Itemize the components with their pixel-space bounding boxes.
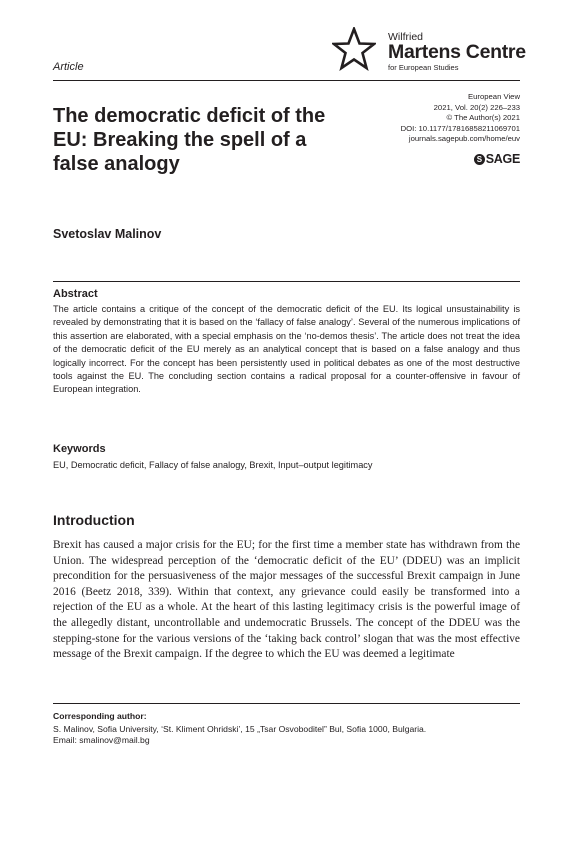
logo-line-martens-centre: Martens Centre	[388, 41, 526, 63]
keywords-text: EU, Democratic deficit, Fallacy of false analogy, Brexit, Input–output legitimacy	[53, 460, 373, 470]
journal-volume: 2021, Vol. 20(2) 226–233	[433, 102, 520, 112]
header-divider	[53, 80, 520, 81]
footnote-divider	[53, 703, 520, 704]
abstract-divider	[53, 281, 520, 282]
logo-line-european-studies: for European Studies	[388, 63, 459, 72]
publisher-name: SAGE	[485, 152, 520, 166]
journal-name: European View	[468, 92, 520, 101]
journal-url[interactable]: journals.sagepub.com/home/euv	[408, 134, 520, 144]
copyright-line: © The Author(s) 2021	[446, 113, 520, 123]
introduction-text: Brexit has caused a major crisis for the EU; for the first time a member state has withdrawn from the Union. The widespread perception of the ‘democratic deficit of the EU’ (DDEU) was an implicit precondition for the persuasiveness of the major messages of the successful Brexit campaign in June 2016 (Beetz 2018, 339). Within that context, any grievance could easily be transformed into a rejection of the EU as a whole. At the heart of this lasting legitimacy crisis is the powerful image of the allegedly distant, uncontrollable and undemocratic Brussels. The concept of the DDEU was the stepping-stone for the various versions of the ‘taking back control’ slogan that was the most effective message of the Brexit campaign. If the degree to which the EU was deemed a legitimate	[53, 539, 520, 661]
martens-star-icon	[332, 27, 376, 71]
corresponding-author-heading: Corresponding author:	[53, 711, 147, 721]
article-type-label: Article	[53, 61, 84, 73]
abstract-heading: Abstract	[53, 288, 98, 300]
corresponding-author-address: S. Malinov, Sofia University, ‘St. Kliment Ohridski’, 15 „Tsar Osvoboditel” Bul, Sofia 1000, Bulgaria.	[53, 724, 427, 734]
doi-line: DOI: 10.1177/17816858211069701	[400, 123, 520, 133]
logo-line-wilfried: Wilfried	[388, 31, 424, 43]
journal-meta	[401, 92, 520, 145]
article-title: The democratic deficit of the EU: Breaking the spell of a false analogy	[53, 105, 326, 175]
sage-logo-icon: S	[474, 154, 485, 165]
keywords-heading: Keywords	[53, 443, 106, 455]
author-name: Svetoslav Malinov	[53, 227, 162, 241]
introduction-heading: Introduction	[53, 512, 135, 528]
corresponding-author-email[interactable]: Email: smalinov@mail.bg	[53, 735, 150, 745]
publisher-logo	[474, 152, 520, 166]
abstract-text: The article contains a critique of the concept of the democratic deficit of the EU. Its logical unsustainability is revealed by demonstrating that it is based on the ‘fallacy of false analogy’. Several of the numerous implications of this assertion are elaborated, with a special emphasis on the ‘no-demos thesis’. The article does not treat the idea of the democratic deficit of the EU merely as an analytical concept that is based on a false analogy and thus logically incorrect. For the concept has been persistently used in political debates as one of the most destructive tools against the EU. The concluding section contains a radical proposal for a counter-offensive in favour of European integration.	[53, 304, 520, 395]
